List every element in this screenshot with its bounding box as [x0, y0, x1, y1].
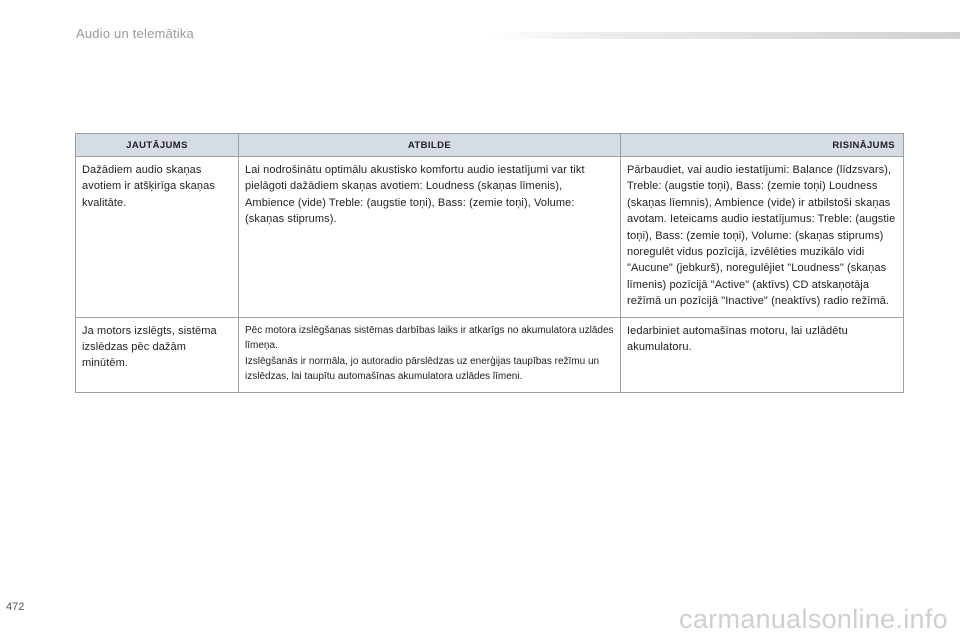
table-row	[76, 157, 904, 318]
answer-cell: Lai nodrošinātu optimālu akustisko komfortu audio iestatījumi var tikt pielāgoti dažādiem skaņas avotiem: Loudness (skaņas līmenis), Ambience (vide) Treble: (augstie toņi), Bass: (zemie toņi), Volume: (skaņas stiprums).	[239, 157, 621, 318]
question-cell: Ja motors izslēgts, sistēma izslēdzas pēc dažām minūtēm.	[76, 317, 239, 392]
section-title: Audio un telemātika	[76, 26, 194, 41]
troubleshooting-table	[75, 133, 904, 393]
column-header-answer: ATBILDE	[239, 134, 621, 157]
answer-paragraph: Izslēgšanās ir normāla, jo autoradio pārslēdzas uz enerģijas taupības režīmu un izslēdzas, lai taupītu automašīnas akumulatora uzlādes līmeni.	[245, 355, 600, 383]
column-header-solution: RISINĀJUMS	[621, 134, 904, 157]
solution-cell: Pārbaudiet, vai audio iestatījumi: Balance (līdzsvars), Treble: (augstie toņi), Bass: (zemie toņi) Loudness (skaņas līemnis), Ambience (vide) ir atbilstoši skaņas avotam. Ieteicams audio iestatījumus: Treble: (augstie toņi), Bass: (zemie toņi), Volume: (skaņas stiprums) noregulēt vidus pozīcijā, izvēlēties muzikālo vidi "Aucune" (jebkurš), noregulējiet "Loudness" (skaņas līmenis) pozīcijā "Active" (aktīvs) CD atskaņotāja režīmā un pozīcijā "Inactive" (neaktīvs) radio režīmā.	[621, 157, 904, 318]
table-header-row	[76, 134, 904, 157]
answer-cell	[239, 317, 621, 392]
page-number: 472	[6, 601, 25, 613]
watermark: carmanualsonline.info	[679, 604, 948, 634]
table-row	[76, 317, 904, 392]
answer-paragraph: Pēc motora izslēgšanas sistēmas darbības laiks ir atkarīgs no akumulatora uzlādes līmeņa.	[245, 324, 614, 352]
header-gradient-rule	[488, 32, 960, 39]
question-cell: Dažādiem audio skaņas avotiem ir atšķirīga skaņas kvalitāte.	[76, 157, 239, 318]
solution-cell: Iedarbiniet automašīnas motoru, lai uzlādētu akumulatoru.	[621, 317, 904, 392]
column-header-question: JAUTĀJUMS	[76, 134, 239, 157]
